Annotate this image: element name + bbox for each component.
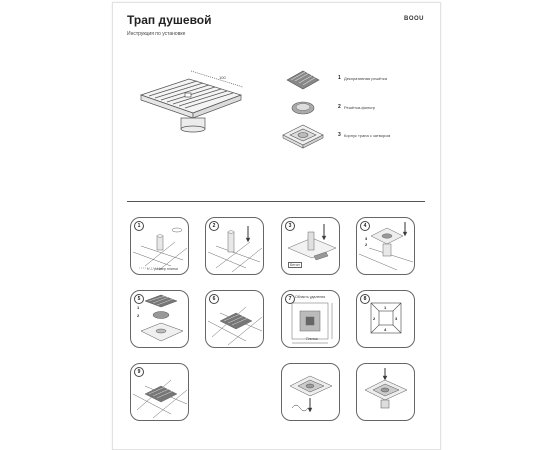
step-6-number: 6 [209,294,219,304]
instruction-sheet [112,2,441,450]
step-7-number: 7 [285,294,295,304]
step-8-panel [356,290,415,348]
maintenance-install-panel [356,363,415,421]
step-9-number: 9 [134,367,144,377]
section-divider [127,201,425,202]
step-8-corner-2: 2 [373,316,376,321]
part-1-number: 1 [338,75,341,81]
step-8-corner-3: 3 [395,316,398,321]
step-3-note: Бетон [290,263,300,267]
step-6-panel [205,290,264,348]
maintenance-install-drawing [357,364,414,420]
part-1-label: Декоративная решётка [344,76,387,81]
step-1-panel [130,217,189,275]
step-2-number: 2 [209,221,219,231]
step-1-number: 1 [134,221,144,231]
step-2-panel [205,217,264,275]
step-3-number: 3 [285,221,295,231]
step-4-label-3: 3 [365,236,368,241]
maintenance-remove-drawing [282,364,339,420]
part-2-label: Решётка-фильтр [344,105,376,110]
drain-body-icon [280,121,326,151]
step-8-corner-1: 1 [384,305,387,310]
part-2-number: 2 [338,104,341,110]
step-5-number: 5 [134,294,144,304]
step-7-note-tile: Плитка [306,337,318,341]
dimension-label: 100 [219,75,226,80]
step-9-panel [130,363,189,421]
step-5-panel [130,290,189,348]
maintenance-remove-panel [281,363,340,421]
step-4-number: 4 [360,221,370,231]
step-5-label-1: 1 [137,305,140,310]
step-7-note: Область удаления [295,295,326,299]
document-subtitle: Инструкция по установке [127,31,186,37]
step-5-label-2: 2 [137,313,140,318]
step-8-number: 8 [360,294,370,304]
part-3-label: Корпус трапа с затвором [344,133,391,138]
step-8-corner-4: 4 [384,327,387,332]
document-title: Трап душевой [127,13,212,27]
product-isometric-drawing [133,61,253,141]
step-4-label-2: 2 [365,242,368,247]
step-7-panel [281,290,340,348]
step-3-panel [281,217,340,275]
step-4-panel [356,217,415,275]
decorative-grate-icon [283,67,323,93]
brand-logo: BOOU [404,16,424,22]
part-3-number: 3 [338,132,341,138]
step-1-note: x — размер плитки [147,267,178,271]
filter-grate-icon [288,99,318,117]
